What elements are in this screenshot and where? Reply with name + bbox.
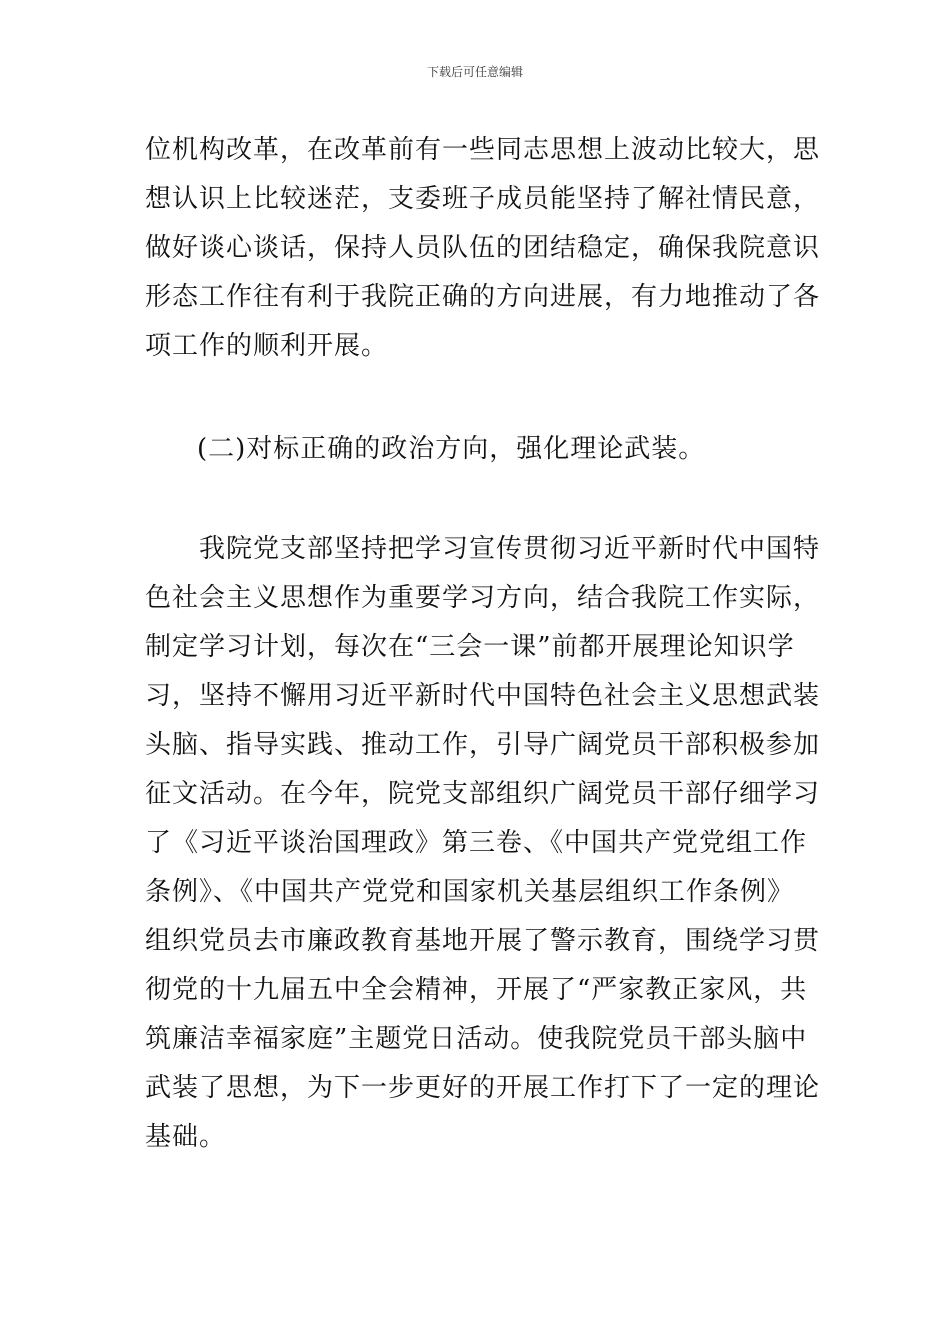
paragraph-line: 做好谈心谈话，保持人员队伍的团结稳定，确保我院意识 [145, 233, 821, 263]
paragraph-line: 位机构改革，在改革前有一些同志思想上波动比较大，思 [145, 135, 821, 165]
paragraph-line: 头脑、指导实践、推动工作，引导广阔党员干部积极参加 [145, 730, 821, 760]
paragraph-line: 组织党员去市廉政教育基地开展了警示教育，围绕学习贯 [145, 926, 821, 956]
paragraph-line: 我院党支部坚持把学习宣传贯彻习近平新时代中国特 [145, 534, 821, 564]
paragraph-line: 想认识上比较迷茫，支委班子成员能坚持了解社情民意， [145, 184, 821, 214]
paragraph-line: 项工作的顺利开展。 [145, 331, 389, 361]
paragraph-line: 了《习近平谈治国理政》第三卷、《中国共产党党组工作 [145, 828, 808, 858]
paragraph-line: 色社会主义思想作为重要学习方向，结合我院工作实际， [145, 583, 821, 613]
paragraph-line: 武装了思想，为下一步更好的开展工作打下了一定的理论 [145, 1073, 821, 1103]
paragraph-line: 征文活动。在今年，院党支部组织广阔党员干部仔细学习 [145, 779, 821, 809]
page-header-note: 下载后可任意编辑 [426, 65, 523, 79]
section-heading [145, 425, 807, 474]
paragraph-line: 基础。 [145, 1122, 227, 1152]
paragraph-line: 彻党的十九届五中全会精神，开展了“严家教正家风，共 [145, 975, 808, 1005]
paragraph-line: 制定学习计划，每次在“三会一课”前都开展理论知识学 [145, 632, 795, 662]
paragraph-2 [145, 525, 821, 1162]
paragraph-line: 习，坚持不懈用习近平新时代中国特色社会主义思想武装 [145, 681, 821, 711]
paragraph-line: 形态工作往有利于我院正确的方向进展，有力地推动了各 [145, 282, 821, 312]
section-heading-text: (二)对标正确的政治方向，强化理论武装。 [197, 434, 706, 464]
paragraph-1 [145, 126, 821, 371]
paragraph-line: 筑廉洁幸福家庭”主题党日活动。使我院党员干部头脑中 [145, 1024, 808, 1054]
paragraph-line: 条例》、《中国共产党党和国家机关基层组织工作条例》 [145, 877, 795, 907]
